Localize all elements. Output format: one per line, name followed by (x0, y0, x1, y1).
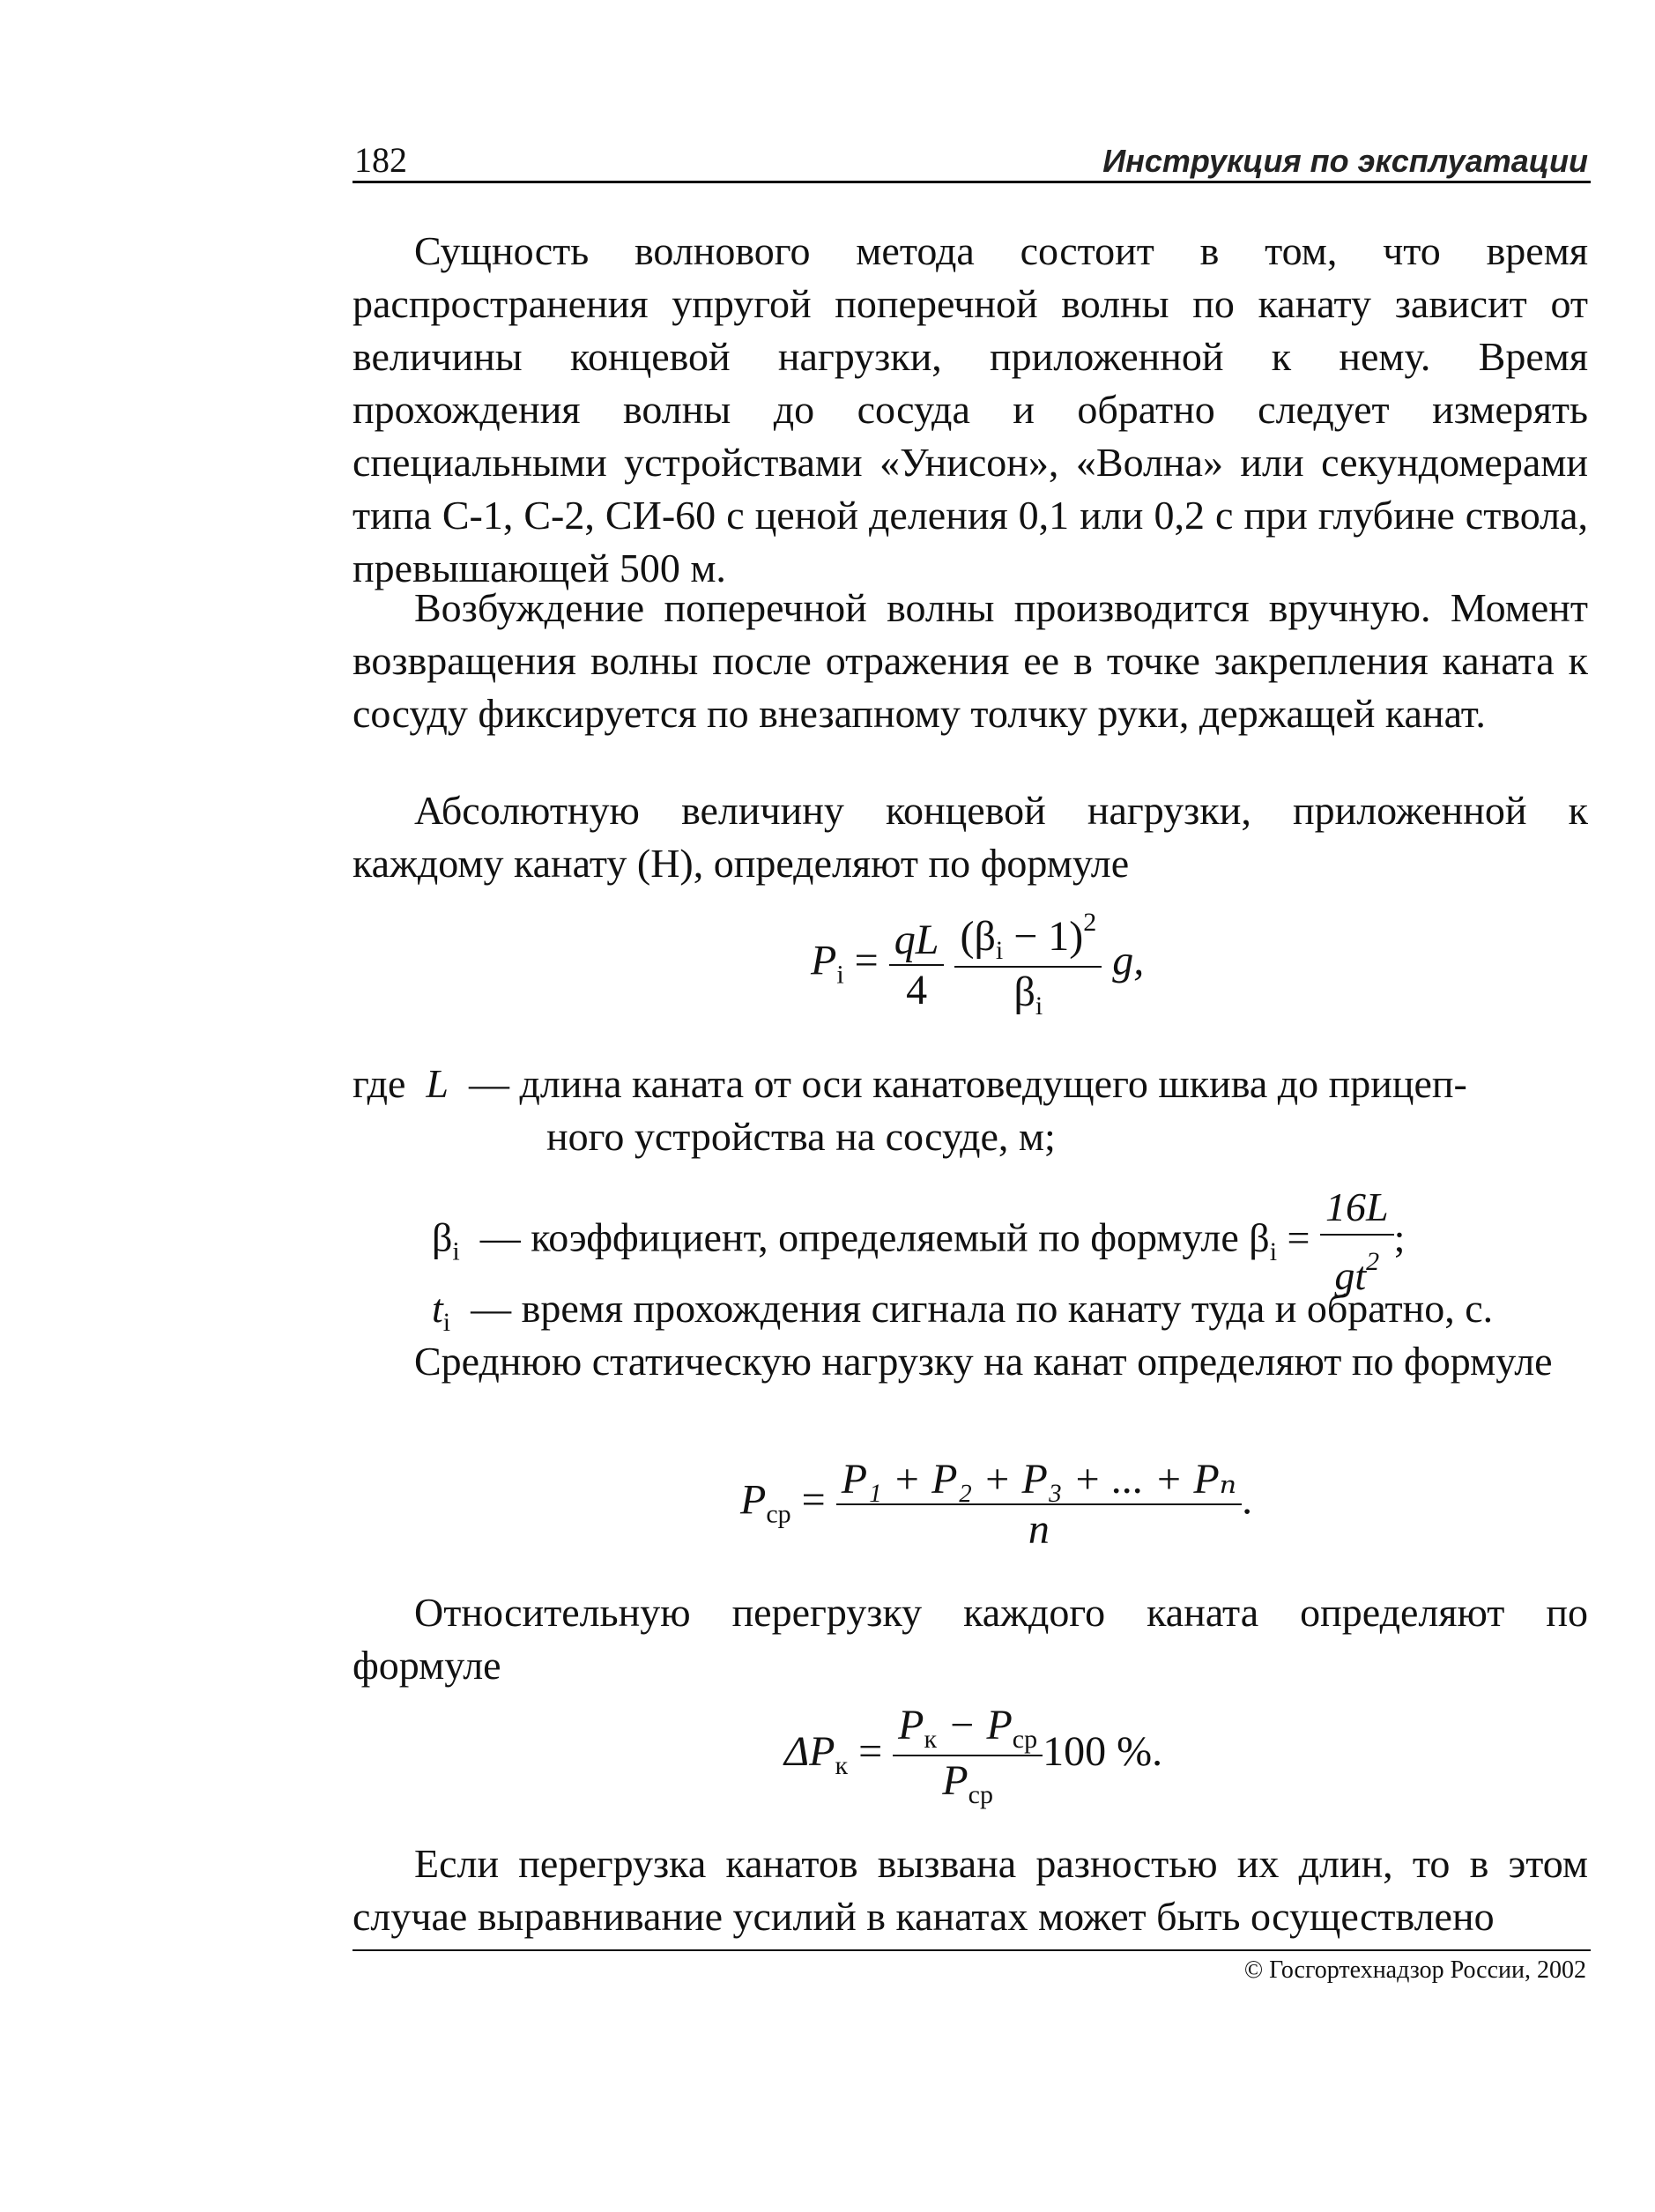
fraction: $\frac{P_к - P_{ср}}{P_{ср}}$ (893, 1701, 1043, 1810)
paragraph-relative-overload (353, 1586, 1588, 1692)
paragraph-text: Среднюю статическую нагрузку на канат определяют по формуле (414, 1339, 1553, 1384)
definition-l-continued: ного устройства на сосуде, м; (546, 1114, 1056, 1159)
paragraph-excitation (353, 582, 1588, 740)
formula-mean-load: $P_{ср}$ = $\frac{\text{P₁ + P₂ + P₃ + ... + Pₙ}}{n}$ . (740, 1456, 1253, 1553)
paragraph-mean-load (353, 1335, 1588, 1388)
paragraph-text: Относительную перегрузку каждого каната определяют по формуле (353, 1590, 1588, 1688)
definition-beta: $\beta_i$ — коэффициент, определяемый по формуле $\beta_i$ = $\frac{16L}{gt^2}$ ; (432, 1184, 1406, 1298)
fraction: $\frac{qL}{4}$ (889, 916, 945, 1014)
running-title: Инструкция по эксплуатации (1102, 143, 1588, 179)
fraction: $\frac{\text{P₁ + P₂ + P₃ + ... + Pₙ}}{n}$ (836, 1454, 1242, 1554)
formula-overload: $\Delta P_к$ = $\frac{P_к - P_{ср}}{P_{ср}}$ 100 %. (784, 1702, 1163, 1809)
definition-l: где L — длина каната от оси канатоведущего шкива до прицеп- (353, 1061, 1467, 1106)
definitions (353, 1058, 1467, 1163)
paragraph-text: Если перегрузка канатов вызвана разностью их длин, то в этом случае выравнивание усилий в канатах может быть осуществлено (353, 1841, 1588, 1939)
paragraph-length-difference (353, 1837, 1588, 1943)
paragraph-text: Сущность волнового метода состоит в том, что время распространения упругой поперечной волны по канату зависит от величины концевой нагрузки, приложенной к нему. Время прохождения волны до сосуда и обратно следует измерять специальными устройствами «Унисон», «Волна» или секундомерами типа С-1, С-2, СИ-60 с ценой деления 0,1 или 0,2 с при глубине ствола, превышающей 500 м. (353, 228, 1588, 590)
formula-load-pi: $P_i$ = $\frac{qL}{4}$ $\frac{(\beta_i - 1)^2}{\beta_i}$ g, (811, 908, 1145, 1021)
formula-beta: $\beta_i$ = $\frac{16L}{gt^2}$ ; (1249, 1184, 1406, 1298)
paragraph-absolute-load (353, 784, 1588, 890)
header-rule (353, 181, 1591, 183)
paragraph-text: Абсолютную величину концевой нагрузки, приложенной к каждому канату (Н), определяют по формуле (353, 788, 1588, 886)
footer-rule (353, 1949, 1591, 1951)
paragraph-text: Возбуждение поперечной волны производится вручную. Момент возвращения волны после отражения ее в точке закрепления каната к сосуду фиксируется по внезапному толчку руки, держащей канат. (353, 585, 1588, 736)
copyright-notice: © Госгортехнадзор России, 2002 (1243, 1956, 1586, 1984)
definition-t: $t_i$ — время прохождения сигнала по канату туда и обратно, с. (432, 1286, 1494, 1337)
paragraph-wave-method (353, 225, 1588, 595)
fraction: $\frac{(\beta_i - 1)^2}{\beta_i}$ (954, 908, 1102, 1021)
page-number: 182 (354, 140, 407, 180)
